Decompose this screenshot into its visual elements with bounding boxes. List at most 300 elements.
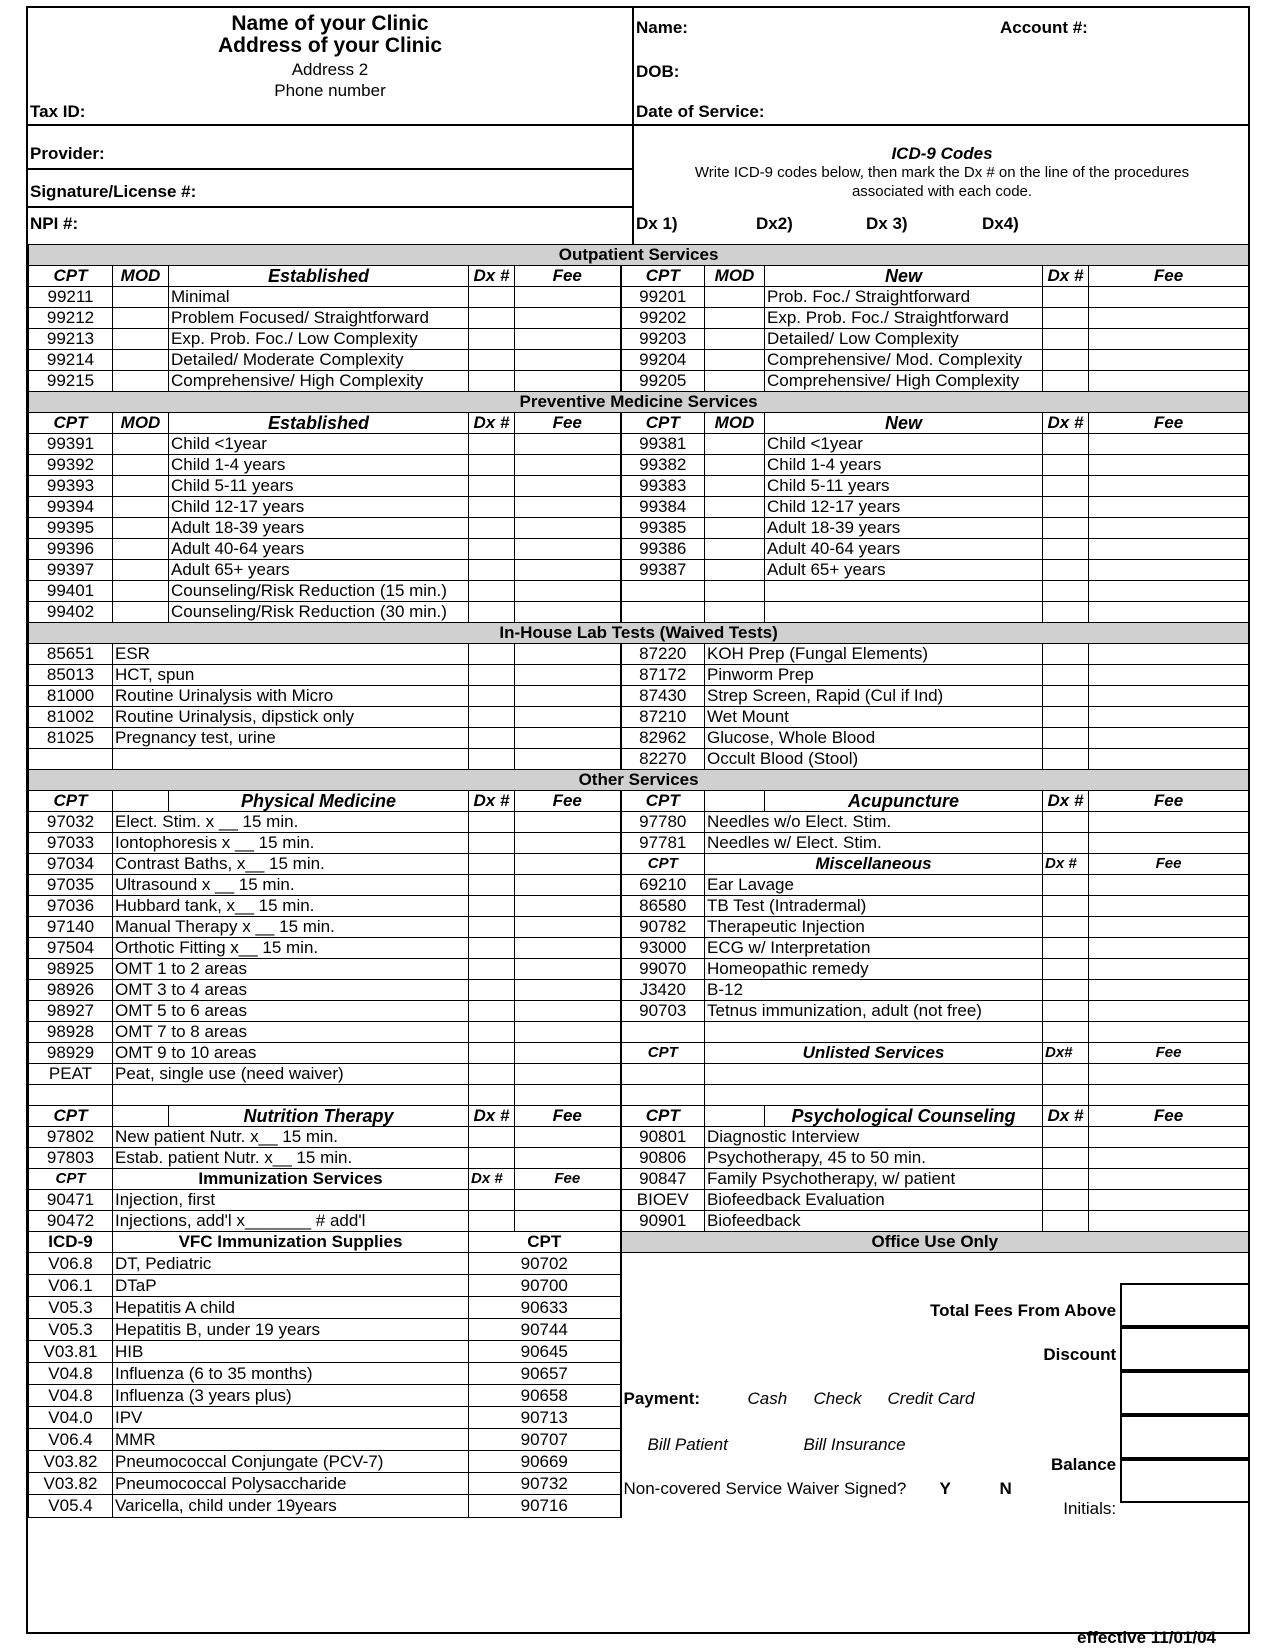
fee-field[interactable]: [1089, 875, 1249, 896]
fee-field[interactable]: [515, 959, 621, 980]
dx-field[interactable]: [469, 644, 515, 665]
fee-field[interactable]: [1089, 644, 1249, 665]
dx-field[interactable]: [1043, 1085, 1089, 1106]
dx-field[interactable]: [469, 308, 515, 329]
fee-field[interactable]: [515, 434, 621, 455]
dx-field[interactable]: [1043, 1001, 1089, 1022]
fee-field[interactable]: [1089, 497, 1249, 518]
cpt-code: 99393: [29, 476, 113, 497]
dx-field[interactable]: [469, 329, 515, 350]
cpt-code: 99397: [29, 560, 113, 581]
dx-field[interactable]: [1043, 308, 1089, 329]
mod-field[interactable]: [113, 455, 169, 476]
dx-field[interactable]: [1043, 602, 1089, 623]
fee-field[interactable]: [515, 1022, 621, 1043]
service-description: Counseling/Risk Reduction (15 min.): [169, 581, 469, 602]
fee-header: Fee: [1089, 1106, 1249, 1127]
cpt-code: 85013: [29, 665, 113, 686]
dx-field[interactable]: [1043, 980, 1089, 1001]
icd9-code: V03.82: [29, 1473, 113, 1495]
dx-field[interactable]: [1043, 728, 1089, 749]
fee-field[interactable]: [1089, 665, 1249, 686]
outpatient-band-title: Outpatient Services: [29, 245, 1249, 266]
fee-field[interactable]: [515, 728, 621, 749]
total-fees-box[interactable]: [1120, 1283, 1248, 1327]
mod-field[interactable]: [705, 518, 765, 539]
fee-field[interactable]: [1089, 1127, 1249, 1148]
dx-field[interactable]: [469, 1022, 515, 1043]
fee-field[interactable]: [515, 749, 621, 770]
icd-title: ICD-9 Codes: [891, 144, 993, 163]
service-description: Child 5-11 years: [765, 476, 1043, 497]
section-header: Immunization Services: [113, 1169, 469, 1190]
mod-field[interactable]: [113, 371, 169, 392]
mod-field[interactable]: [705, 350, 765, 371]
cpt-code: 98929: [29, 1043, 113, 1064]
fee-field[interactable]: [1089, 1148, 1249, 1169]
fee-field[interactable]: [515, 287, 621, 308]
cpt-header: CPT: [621, 1043, 705, 1064]
provider-label: Provider:: [30, 144, 105, 163]
fee-header: Fee: [515, 413, 621, 434]
mod-field[interactable]: [113, 581, 169, 602]
cash-option: Cash: [747, 1389, 788, 1408]
fee-field[interactable]: [515, 812, 621, 833]
clinic-info: [28, 8, 632, 244]
fee-field[interactable]: [515, 707, 621, 728]
fee-field[interactable]: [1089, 1022, 1249, 1043]
dx-field[interactable]: [1043, 1127, 1089, 1148]
mod-field[interactable]: [705, 287, 765, 308]
fee-field[interactable]: [1089, 455, 1249, 476]
dx-field[interactable]: [1043, 371, 1089, 392]
fee-field[interactable]: [1089, 539, 1249, 560]
cpt-header: CPT: [621, 1106, 705, 1127]
mod-header: MOD: [705, 413, 765, 434]
dx-field[interactable]: [469, 287, 515, 308]
fee-field[interactable]: [1089, 1211, 1249, 1232]
mod-field[interactable]: [705, 602, 765, 623]
dx-field[interactable]: [1043, 833, 1089, 854]
fee-field[interactable]: [1089, 1190, 1249, 1211]
fee-field[interactable]: [1089, 287, 1249, 308]
cpt-code: [621, 1064, 705, 1085]
dx-field[interactable]: [1043, 686, 1089, 707]
mod-field[interactable]: [113, 560, 169, 581]
fee-field[interactable]: [515, 686, 621, 707]
cpt-code: 98928: [29, 1022, 113, 1043]
fee-field[interactable]: [1089, 896, 1249, 917]
clinic-phone: Phone number: [274, 81, 386, 100]
dx-field[interactable]: [469, 959, 515, 980]
fee-field[interactable]: [515, 1064, 621, 1085]
table-row: [29, 1022, 1249, 1043]
mod-header: [113, 1106, 169, 1127]
fee-field[interactable]: [515, 875, 621, 896]
mod-field[interactable]: [705, 560, 765, 581]
preventive-band-title: Preventive Medicine Services: [29, 392, 1249, 413]
fee-field[interactable]: [515, 1148, 621, 1169]
dx-field[interactable]: [469, 665, 515, 686]
fee-field[interactable]: [1089, 749, 1249, 770]
mod-field[interactable]: [113, 308, 169, 329]
service-description: Orthotic Fitting x__ 15 min.: [113, 938, 469, 959]
dx-field[interactable]: [1043, 455, 1089, 476]
service-description: [705, 1022, 1043, 1043]
dx-field[interactable]: [469, 1043, 515, 1064]
fee-field[interactable]: [1089, 938, 1249, 959]
fee-field[interactable]: [515, 1043, 621, 1064]
dx-field[interactable]: [1043, 518, 1089, 539]
dx-field[interactable]: [1043, 644, 1089, 665]
fee-field[interactable]: [515, 1211, 621, 1232]
mod-header: MOD: [113, 266, 169, 287]
fee-header: Fee: [1089, 413, 1249, 434]
cpt-header: CPT: [29, 266, 113, 287]
cpt-code: 81000: [29, 686, 113, 707]
service-description: Occult Blood (Stool): [705, 749, 1043, 770]
fee-field[interactable]: [1089, 686, 1249, 707]
icd9-code: V04.0: [29, 1407, 113, 1429]
dx-field[interactable]: [469, 350, 515, 371]
dx-field[interactable]: [1043, 959, 1089, 980]
dx-field[interactable]: [1043, 917, 1089, 938]
fee-field[interactable]: [515, 938, 621, 959]
fee-field[interactable]: [1089, 707, 1249, 728]
icd9-code: V04.8: [29, 1363, 113, 1385]
fee-field[interactable]: [1089, 1064, 1249, 1085]
fee-field[interactable]: [1089, 980, 1249, 1001]
cpt-code: 99211: [29, 287, 113, 308]
cpt-code: 87220: [621, 644, 705, 665]
mod-field[interactable]: [705, 581, 765, 602]
dx-field[interactable]: [469, 539, 515, 560]
fee-field[interactable]: [1089, 350, 1249, 371]
mod-field[interactable]: [113, 602, 169, 623]
section-header: Established: [169, 413, 469, 434]
table-row: [29, 539, 1249, 560]
dx-field[interactable]: [469, 980, 515, 1001]
lab-band: [29, 623, 1249, 644]
service-description: Family Psychotherapy, w/ patient: [705, 1169, 1043, 1190]
service-description: Problem Focused/ Straightforward: [169, 308, 469, 329]
cpt-code: 99213: [29, 329, 113, 350]
dx-field[interactable]: [469, 728, 515, 749]
dx-field[interactable]: [469, 854, 515, 875]
fee-field[interactable]: [515, 980, 621, 1001]
dx-header: Dx #: [469, 791, 515, 812]
fee-field[interactable]: [515, 917, 621, 938]
service-description: Injection, first: [113, 1190, 469, 1211]
cpt-code: 90472: [29, 1211, 113, 1232]
table-row: [29, 350, 1249, 371]
vaccine-name: DT, Pediatric: [113, 1253, 469, 1275]
bill-box[interactable]: [1120, 1415, 1248, 1459]
mod-field[interactable]: [705, 371, 765, 392]
fee-field[interactable]: [515, 308, 621, 329]
dx-field[interactable]: [469, 1085, 515, 1106]
account-label: Account #:: [1000, 18, 1088, 37]
vaccine-name: Pneumococcal Conjungate (PCV-7): [113, 1451, 469, 1473]
fee-field[interactable]: [515, 539, 621, 560]
cpt-code: 90801: [621, 1127, 705, 1148]
cpt-code: 90847: [621, 1169, 705, 1190]
dx-field[interactable]: [469, 560, 515, 581]
mod-field[interactable]: [705, 308, 765, 329]
dob-label: DOB:: [636, 62, 680, 81]
fee-field[interactable]: [515, 1001, 621, 1022]
dx-field[interactable]: [469, 434, 515, 455]
cpt-code: 87210: [621, 707, 705, 728]
dx-field[interactable]: [1043, 1064, 1089, 1085]
fee-field[interactable]: [515, 896, 621, 917]
icd9-code: V06.8: [29, 1253, 113, 1275]
fee-field[interactable]: [515, 518, 621, 539]
fee-field[interactable]: [1089, 917, 1249, 938]
fee-field[interactable]: [515, 581, 621, 602]
service-description: Iontophoresis x __ 15 min.: [113, 833, 469, 854]
table-row: [29, 1064, 1249, 1085]
cpt-code: [621, 1085, 705, 1106]
icd9-header: ICD-9: [29, 1232, 113, 1253]
mod-field[interactable]: [705, 476, 765, 497]
dx-field[interactable]: [469, 602, 515, 623]
dx-header: Dx #: [1043, 1106, 1089, 1127]
mod-field[interactable]: [113, 434, 169, 455]
dx-field[interactable]: [469, 581, 515, 602]
dx-field[interactable]: [1043, 476, 1089, 497]
mod-header: MOD: [113, 413, 169, 434]
mod-field[interactable]: [705, 539, 765, 560]
dx-field[interactable]: [469, 476, 515, 497]
mod-field[interactable]: [113, 350, 169, 371]
service-description: Adult 18-39 years: [169, 518, 469, 539]
dx-field[interactable]: [1043, 1022, 1089, 1043]
service-description: Peat, single use (need waiver): [113, 1064, 469, 1085]
fee-field[interactable]: [515, 1085, 621, 1106]
fee-header: Fee: [1089, 1043, 1249, 1064]
table-row: [29, 875, 1249, 896]
fee-field[interactable]: [1089, 833, 1249, 854]
fee-field[interactable]: [515, 497, 621, 518]
dx-field[interactable]: [469, 833, 515, 854]
dx-field[interactable]: [1043, 560, 1089, 581]
mod-field[interactable]: [113, 287, 169, 308]
dx-field[interactable]: [469, 812, 515, 833]
mod-field[interactable]: [113, 518, 169, 539]
fee-field[interactable]: [1089, 1169, 1249, 1190]
discount-box[interactable]: [1120, 1327, 1248, 1371]
fee-field[interactable]: [1089, 308, 1249, 329]
dx-field[interactable]: [469, 371, 515, 392]
fee-field[interactable]: [515, 833, 621, 854]
dx-field[interactable]: [469, 896, 515, 917]
table-row: [29, 1127, 1249, 1148]
fee-field[interactable]: [515, 350, 621, 371]
fee-field[interactable]: [1089, 581, 1249, 602]
mod-field[interactable]: [113, 329, 169, 350]
table-row: [29, 959, 1249, 980]
cpt-code: 82962: [621, 728, 705, 749]
dx-field[interactable]: [469, 1148, 515, 1169]
cpt-code: 99394: [29, 497, 113, 518]
fee-field[interactable]: [515, 560, 621, 581]
dx-header: Dx #: [469, 413, 515, 434]
cpt-code: 97034: [29, 854, 113, 875]
dx-field[interactable]: [469, 1064, 515, 1085]
service-description: B-12: [705, 980, 1043, 1001]
table-row: [29, 476, 1249, 497]
fee-field[interactable]: [1089, 329, 1249, 350]
dx-field[interactable]: [469, 1211, 515, 1232]
patient-info: [632, 8, 1250, 244]
service-description: Psychotherapy, 45 to 50 min.: [705, 1148, 1043, 1169]
cpt-code: [621, 602, 705, 623]
dx-field[interactable]: [469, 686, 515, 707]
dx-field[interactable]: [1043, 896, 1089, 917]
vaccine-name: Varicella, child under 19years: [113, 1495, 469, 1517]
dx-field[interactable]: [469, 749, 515, 770]
vaccine-name: Hepatitis B, under 19 years: [113, 1319, 469, 1341]
dx-field[interactable]: [469, 497, 515, 518]
table-row: [29, 833, 1249, 854]
fee-field[interactable]: [515, 665, 621, 686]
vaccine-cpt: 90657: [469, 1363, 621, 1385]
dx-field[interactable]: [1043, 1169, 1089, 1190]
fee-field[interactable]: [1089, 812, 1249, 833]
cpt-code: 99204: [621, 350, 705, 371]
fee-field[interactable]: [1089, 959, 1249, 980]
fee-field[interactable]: [1089, 1085, 1249, 1106]
mod-field[interactable]: [705, 455, 765, 476]
dx-field[interactable]: [1043, 875, 1089, 896]
service-description: Child 12-17 years: [169, 497, 469, 518]
dx-field[interactable]: [1043, 497, 1089, 518]
service-description: Comprehensive/ Mod. Complexity: [765, 350, 1043, 371]
cpt-code: 90703: [621, 1001, 705, 1022]
dx-field[interactable]: [469, 938, 515, 959]
waiver-no: N: [999, 1479, 1012, 1498]
cpt-code: 99205: [621, 371, 705, 392]
cpt-code: 90471: [29, 1190, 113, 1211]
table-row: [29, 434, 1249, 455]
fee-field[interactable]: [515, 854, 621, 875]
service-description: Exp. Prob. Foc./ Straightforward: [765, 308, 1043, 329]
mod-field[interactable]: [705, 329, 765, 350]
dx-field[interactable]: [1043, 707, 1089, 728]
service-description: [705, 1085, 1043, 1106]
dx-field[interactable]: [469, 518, 515, 539]
dx-field[interactable]: [1043, 329, 1089, 350]
dx-field[interactable]: [469, 875, 515, 896]
dx-field[interactable]: [1043, 539, 1089, 560]
fee-field[interactable]: [1089, 518, 1249, 539]
mod-field[interactable]: [113, 476, 169, 497]
dx-field[interactable]: [1043, 1190, 1089, 1211]
payment-box[interactable]: [1120, 1371, 1248, 1415]
dx-field[interactable]: [1043, 350, 1089, 371]
dx-field[interactable]: [1043, 287, 1089, 308]
section-header: New: [765, 266, 1043, 287]
service-description: HCT, spun: [113, 665, 469, 686]
balance-label: Balance: [1050, 1455, 1117, 1474]
dx-field[interactable]: [469, 917, 515, 938]
dx-field[interactable]: [469, 1127, 515, 1148]
fee-field[interactable]: [515, 371, 621, 392]
dx-field[interactable]: [469, 1001, 515, 1022]
dx-field[interactable]: [1043, 749, 1089, 770]
service-description: Adult 65+ years: [169, 560, 469, 581]
mod-field[interactable]: [113, 497, 169, 518]
fee-field[interactable]: [1089, 476, 1249, 497]
service-description: KOH Prep (Fungal Elements): [705, 644, 1043, 665]
service-description: Comprehensive/ High Complexity: [765, 371, 1043, 392]
fee-field[interactable]: [1089, 602, 1249, 623]
fee-field[interactable]: [1089, 371, 1249, 392]
service-description: OMT 1 to 2 areas: [113, 959, 469, 980]
dx-header: Dx #: [1043, 854, 1089, 875]
fee-field[interactable]: [1089, 560, 1249, 581]
dx-field[interactable]: [469, 1190, 515, 1211]
dx-field[interactable]: [1043, 581, 1089, 602]
service-description: Child 1-4 years: [765, 455, 1043, 476]
fee-field[interactable]: [515, 1190, 621, 1211]
dx-field[interactable]: [1043, 665, 1089, 686]
cpt-code: 99381: [621, 434, 705, 455]
dx-field[interactable]: [1043, 1148, 1089, 1169]
dx-field[interactable]: [1043, 812, 1089, 833]
mod-field[interactable]: [705, 434, 765, 455]
cpt-header: CPT: [621, 854, 705, 875]
vaccine-name: HIB: [113, 1341, 469, 1363]
bill-patient-option: Bill Patient: [647, 1435, 728, 1454]
fee-field[interactable]: [1089, 728, 1249, 749]
icd9-code: V04.8: [29, 1385, 113, 1407]
cpt-code: 98926: [29, 980, 113, 1001]
fee-field[interactable]: [515, 455, 621, 476]
fee-field[interactable]: [1089, 434, 1249, 455]
vaccine-name: DTaP: [113, 1275, 469, 1297]
office-use-header: Office Use Only: [621, 1232, 1249, 1253]
dx4-label: Dx4): [982, 214, 1019, 233]
fee-field[interactable]: [515, 329, 621, 350]
tax-id-label: Tax ID:: [30, 102, 86, 121]
icd9-code: V06.1: [29, 1275, 113, 1297]
mod-field[interactable]: [113, 539, 169, 560]
fee-field[interactable]: [1089, 1001, 1249, 1022]
fee-field[interactable]: [515, 1127, 621, 1148]
superbill-form: [26, 6, 1250, 1647]
service-description: Counseling/Risk Reduction (30 min.): [169, 602, 469, 623]
mod-header: [705, 791, 765, 812]
service-description: Ultrasound x __ 15 min.: [113, 875, 469, 896]
balance-box[interactable]: [1120, 1459, 1248, 1503]
waiver-yes: Y: [939, 1479, 951, 1498]
dx-field[interactable]: [1043, 1211, 1089, 1232]
dx-field[interactable]: [1043, 434, 1089, 455]
dx-field[interactable]: [1043, 938, 1089, 959]
fee-field[interactable]: [515, 476, 621, 497]
cpt-code: 99215: [29, 371, 113, 392]
mod-field[interactable]: [705, 497, 765, 518]
fee-field[interactable]: [515, 644, 621, 665]
fee-field[interactable]: [515, 602, 621, 623]
dx-field[interactable]: [469, 707, 515, 728]
dx-field[interactable]: [469, 455, 515, 476]
vfc-header: VFC Immunization Supplies: [113, 1232, 469, 1253]
service-description: Routine Urinalysis, dipstick only: [113, 707, 469, 728]
payment-label: Payment:: [623, 1389, 701, 1408]
